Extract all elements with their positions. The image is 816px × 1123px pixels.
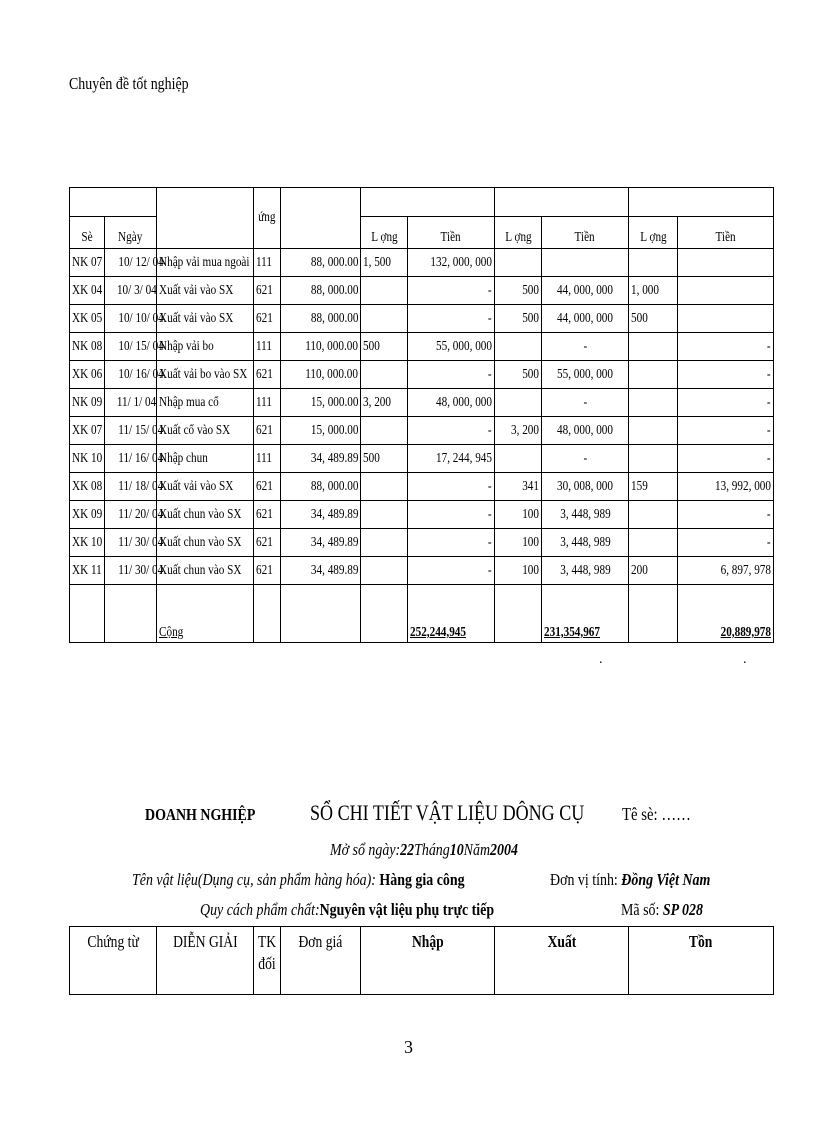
cell-acct: 621 — [254, 529, 281, 557]
cell-acct: 621 — [254, 361, 281, 389]
cell-out-qty: 100 — [495, 501, 542, 529]
cell-bal-qty: 1, 000 — [629, 277, 678, 305]
balance-header: Tồn — [629, 927, 774, 995]
cell-in-qty — [361, 529, 408, 557]
cell-in-qty — [361, 501, 408, 529]
cell-no: NK 09 — [70, 389, 105, 417]
cell-no: NK 08 — [70, 333, 105, 361]
ledger-header-row-1 — [70, 188, 774, 217]
cell-price: 34, 489.89 — [281, 529, 361, 557]
description-header: DIỄN GIẢI — [157, 927, 254, 995]
cell-price: 34, 489.89 — [281, 445, 361, 473]
unit-price-header: Đơn giá — [281, 927, 361, 995]
cell-date: 10/ 16/ 04 — [105, 361, 157, 389]
cell-in-qty — [361, 557, 408, 585]
cell-desc: Xuất vải vào SX — [157, 305, 254, 333]
cell-price: 15, 000.00 — [281, 389, 361, 417]
cell-desc: Nhập vải bo — [157, 333, 254, 361]
cell-price: 34, 489.89 — [281, 501, 361, 529]
cell-desc: Nhập mua cổ — [157, 389, 254, 417]
cell-in-qty: 1, 500 — [361, 249, 408, 277]
cell-price: 88, 000.00 — [281, 277, 361, 305]
spec-line: Quy cách phẩm chất:Nguyên vật liệu phụ trực tiếp — [200, 900, 495, 919]
cell-desc: Xuất chun vào SX — [157, 557, 254, 585]
out-header: Xuất — [495, 927, 629, 995]
cell-acct: 621 — [254, 305, 281, 333]
cell-out-qty — [495, 333, 542, 361]
table-row — [70, 417, 774, 445]
cell-out-amt: - — [542, 445, 629, 473]
table-row — [70, 361, 774, 389]
cell-in-amt: - — [408, 305, 495, 333]
total-label: Cộng — [157, 585, 254, 643]
cell-acct: 621 — [254, 277, 281, 305]
cell-desc: Xuất vải vào SX — [157, 277, 254, 305]
cell-out-qty: 500 — [495, 305, 542, 333]
cell-desc: Xuất vải vào SX — [157, 473, 254, 501]
cell-out-qty: 500 — [495, 361, 542, 389]
cell-out-qty: 500 — [495, 277, 542, 305]
cell-price: 88, 000.00 — [281, 249, 361, 277]
page-header-title: Chuyên đề tốt nghiệp — [69, 74, 189, 93]
cell-bal-qty — [629, 361, 678, 389]
cell-desc: Xuất vải bo vào SX — [157, 361, 254, 389]
cell-in-amt: 48, 000, 000 — [408, 389, 495, 417]
out-amount-header: Tiền — [542, 217, 629, 249]
cell-bal-amt: 13, 992, 000 — [678, 473, 774, 501]
cell-in-amt: 132, 000, 000 — [408, 249, 495, 277]
cell-in-qty: 500 — [361, 333, 408, 361]
table-row — [70, 277, 774, 305]
cell-out-qty: 100 — [495, 557, 542, 585]
company-label: DOANH NGHIỆP — [145, 805, 256, 824]
cell-bal-qty: 159 — [629, 473, 678, 501]
cell-date: 11/ 15/ 04 — [105, 417, 157, 445]
cell-no: XK 04 — [70, 277, 105, 305]
cell-price: 34, 489.89 — [281, 557, 361, 585]
unit-line: Đơn vị tính: Đồng Việt Nam — [550, 870, 711, 889]
cell-bal-amt: - — [678, 361, 774, 389]
cell-desc: Nhập chun — [157, 445, 254, 473]
cell-acct: 111 — [254, 389, 281, 417]
date-header: Ngày — [105, 217, 157, 249]
card-number: Tê sè: …… — [622, 804, 691, 824]
cell-bal-qty — [629, 389, 678, 417]
cell-bal-amt: - — [678, 333, 774, 361]
cell-in-amt: - — [408, 473, 495, 501]
cell-price: 15, 000.00 — [281, 417, 361, 445]
cell-in-amt: - — [408, 277, 495, 305]
table-row — [70, 529, 774, 557]
cell-date: 10/ 3/ 04 — [105, 277, 157, 305]
doc-no-header: Sè — [70, 217, 105, 249]
cell-bal-amt: - — [678, 529, 774, 557]
table-row — [70, 445, 774, 473]
in-amount-header: Tiền — [408, 217, 495, 249]
cell-bal-amt: - — [678, 501, 774, 529]
cell-in-amt: - — [408, 417, 495, 445]
cell-no: NK 07 — [70, 249, 105, 277]
cell-out-amt: 44, 000, 000 — [542, 277, 629, 305]
bal-amount-header: Tiền — [678, 217, 774, 249]
in-header: Nhập — [361, 927, 495, 995]
cell-out-qty: 100 — [495, 529, 542, 557]
cell-out-amt: - — [542, 389, 629, 417]
cell-out-amt: 3, 448, 989 — [542, 557, 629, 585]
cell-out-amt: 30, 008, 000 — [542, 473, 629, 501]
cell-price: 110, 000.00 — [281, 333, 361, 361]
bal-qty-header: L ợng — [629, 217, 678, 249]
account-header: ứng — [254, 188, 281, 249]
cell-date: 11/ 1/ 04 — [105, 389, 157, 417]
cell-out-amt: 44, 000, 000 — [542, 305, 629, 333]
ledger-total-row — [70, 585, 774, 643]
cell-no: XK 09 — [70, 501, 105, 529]
cell-in-amt: 55, 000, 000 — [408, 333, 495, 361]
cell-in-amt: - — [408, 557, 495, 585]
cell-out-amt: 55, 000, 000 — [542, 361, 629, 389]
material-line: Tên vật liệu(Dụng cụ, sản phẩm hàng hóa): Hàng gia công — [132, 870, 465, 889]
table-row — [70, 249, 774, 277]
cell-bal-amt — [678, 277, 774, 305]
cell-out-qty — [495, 389, 542, 417]
page-number: 3 — [404, 1037, 413, 1057]
cell-in-qty — [361, 417, 408, 445]
cell-in-qty — [361, 305, 408, 333]
cell-out-qty — [495, 445, 542, 473]
cell-bal-qty — [629, 417, 678, 445]
cell-out-amt: 3, 448, 989 — [542, 529, 629, 557]
cell-bal-amt — [678, 305, 774, 333]
cell-bal-amt: 6, 897, 978 — [678, 557, 774, 585]
cell-out-qty: 341 — [495, 473, 542, 501]
cell-bal-qty — [629, 529, 678, 557]
table-row — [70, 305, 774, 333]
cell-bal-qty — [629, 249, 678, 277]
cell-no: NK 10 — [70, 445, 105, 473]
cell-no: XK 07 — [70, 417, 105, 445]
cell-no: XK 05 — [70, 305, 105, 333]
cell-acct: 111 — [254, 249, 281, 277]
card-title: SỔ CHI TIẾT VẬT LIỆU DÔNG CỤ — [310, 800, 585, 825]
code-line: Mã số: SP 028 — [621, 900, 703, 919]
account-header: TK đối — [254, 927, 281, 995]
cell-price: 88, 000.00 — [281, 305, 361, 333]
cell-in-amt: - — [408, 529, 495, 557]
cell-no: XK 11 — [70, 557, 105, 585]
cell-out-amt: 48, 000, 000 — [542, 417, 629, 445]
cell-date: 11/ 20/ 04 — [105, 501, 157, 529]
cell-in-amt: - — [408, 361, 495, 389]
cell-in-amt: 17, 244, 945 — [408, 445, 495, 473]
voucher-header: Chứng từ — [70, 927, 157, 995]
cell-no: XK 08 — [70, 473, 105, 501]
cell-acct: 111 — [254, 445, 281, 473]
cell-desc: Xuất cổ vào SX — [157, 417, 254, 445]
ledger-table — [69, 187, 774, 643]
cell-out-amt: 3, 448, 989 — [542, 501, 629, 529]
cell-out-qty — [495, 249, 542, 277]
cell-bal-qty — [629, 445, 678, 473]
cell-acct: 111 — [254, 333, 281, 361]
cell-date: 11/ 30/ 04 — [105, 529, 157, 557]
cell-in-amt: - — [408, 501, 495, 529]
cell-desc: Nhập vải mua ngoài — [157, 249, 254, 277]
cell-bal-amt: - — [678, 389, 774, 417]
detail-header-row — [70, 927, 774, 995]
cell-date: 11/ 18/ 04 — [105, 473, 157, 501]
cell-in-qty: 500 — [361, 445, 408, 473]
cell-in-qty — [361, 361, 408, 389]
detail-header-table — [69, 926, 774, 995]
cell-bal-amt: - — [678, 417, 774, 445]
cell-bal-qty: 200 — [629, 557, 678, 585]
table-row — [70, 501, 774, 529]
cell-in-qty — [361, 473, 408, 501]
total-out-amount: 231,354,967 — [542, 585, 629, 643]
cell-bal-qty — [629, 501, 678, 529]
cell-date: 11/ 16/ 04 — [105, 445, 157, 473]
cell-acct: 621 — [254, 501, 281, 529]
cell-date: 10/ 15/ 04 — [105, 333, 157, 361]
total-bal-amount: 20,889,978 — [678, 585, 774, 643]
cell-out-qty: 3, 200 — [495, 417, 542, 445]
cell-date: 10/ 12/ 04 — [105, 249, 157, 277]
cell-acct: 621 — [254, 417, 281, 445]
table-row — [70, 333, 774, 361]
trailing-dot: . — [599, 652, 603, 667]
trailing-dot: . — [743, 652, 747, 667]
cell-out-amt: - — [542, 333, 629, 361]
out-qty-header: L ợng — [495, 217, 542, 249]
cell-bal-qty — [629, 333, 678, 361]
ledger-header-row-2 — [70, 217, 774, 249]
table-row — [70, 557, 774, 585]
cell-out-amt — [542, 249, 629, 277]
cell-in-qty: 3, 200 — [361, 389, 408, 417]
cell-acct: 621 — [254, 473, 281, 501]
cell-in-qty — [361, 277, 408, 305]
cell-bal-amt — [678, 249, 774, 277]
open-date-line: Mở sổ ngày:22Tháng10Năm2004 — [330, 840, 518, 859]
cell-date: 10/ 10/ 04 — [105, 305, 157, 333]
table-row — [70, 473, 774, 501]
cell-price: 110, 000.00 — [281, 361, 361, 389]
in-qty-header: L ợng — [361, 217, 408, 249]
table-row — [70, 389, 774, 417]
cell-bal-qty: 500 — [629, 305, 678, 333]
cell-no: XK 06 — [70, 361, 105, 389]
cell-desc: Xuất chun vào SX — [157, 501, 254, 529]
cell-bal-amt: - — [678, 445, 774, 473]
cell-acct: 621 — [254, 557, 281, 585]
total-in-amount: 252,244,945 — [408, 585, 495, 643]
cell-price: 88, 000.00 — [281, 473, 361, 501]
cell-no: XK 10 — [70, 529, 105, 557]
cell-date: 11/ 30/ 04 — [105, 557, 157, 585]
cell-desc: Xuất chun vào SX — [157, 529, 254, 557]
